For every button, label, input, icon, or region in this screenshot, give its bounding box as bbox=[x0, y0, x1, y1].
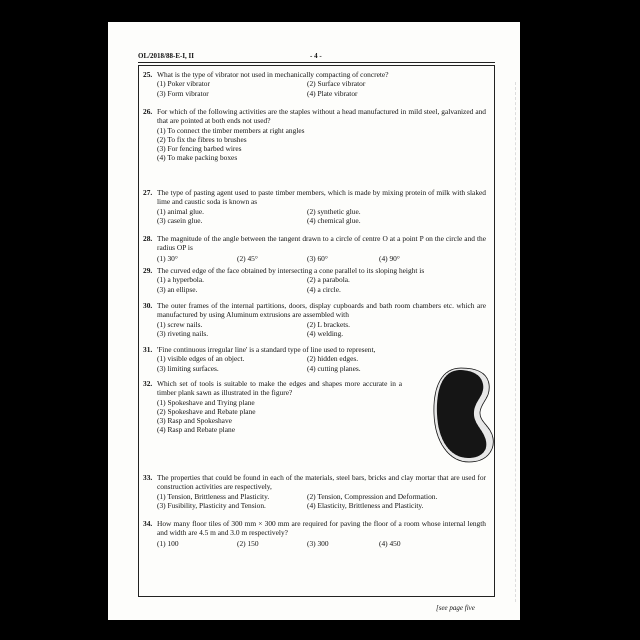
question-stem: The type of pasting agent used to paste timber members, which is made by mixing protein of milk with slaked lime and caustic soda is known as bbox=[157, 188, 486, 207]
question-number: 29. bbox=[143, 266, 153, 275]
timber-plank-figure bbox=[431, 366, 497, 464]
page-edge-line bbox=[515, 82, 516, 602]
option-1: (1) Tension, Brittleness and Plasticity. bbox=[157, 491, 270, 501]
question-stem: The curved edge of the face obtained by intersecting a cone parallel to its sloping height is bbox=[157, 266, 425, 275]
header-rule bbox=[138, 62, 495, 63]
option-4: (4) Plate vibrator bbox=[307, 88, 358, 98]
question-number: 25. bbox=[143, 70, 153, 79]
option-2: (2) To fix the fibres to brushes bbox=[157, 134, 247, 144]
question-29 bbox=[143, 266, 486, 294]
option-3: (3) Rasp and Spokeshave bbox=[157, 416, 232, 426]
option-4: (4) chemical glue. bbox=[307, 215, 361, 225]
option-4: (4) a circle. bbox=[307, 284, 341, 294]
option-1: (1) screw nails. bbox=[157, 319, 203, 329]
question-stem: How many floor tiles of 300 mm × 300 mm are required for paving the floor of a room whose internal length and width are 4.5 m and 3.0 m respectively? bbox=[157, 519, 486, 538]
question-number: 27. bbox=[143, 188, 153, 197]
option-2: (2) L brackets. bbox=[307, 319, 351, 329]
question-number: 26. bbox=[143, 107, 153, 116]
question-stem: For which of the following activities are the staples without a head manufactured in mild steel, galvanized and that are pointed at both ends not used? bbox=[157, 107, 486, 126]
option-4: (4) Rasp and Rebate plane bbox=[157, 425, 235, 435]
option-3: (3) Form vibrator bbox=[157, 88, 209, 98]
question-number: 33. bbox=[143, 473, 153, 482]
option-3: (3) limiting surfaces. bbox=[157, 363, 219, 373]
question-27 bbox=[143, 188, 486, 225]
options bbox=[157, 207, 486, 226]
question-stem: 'Fine continuous irregular line' is a standard type of line used to represent, bbox=[157, 345, 376, 354]
option-3: (3) 300 bbox=[307, 538, 329, 548]
page-number: - 4 - bbox=[310, 52, 322, 60]
option-4: (4) cutting planes. bbox=[307, 363, 361, 373]
option-1: (1) Poker vibrator bbox=[157, 79, 210, 89]
option-3: (3) Fusibility, Plasticity and Tension. bbox=[157, 500, 266, 510]
option-1: (1) 100 bbox=[157, 538, 179, 548]
questions-frame bbox=[138, 65, 495, 597]
options bbox=[157, 126, 486, 163]
option-2: (2) Tension, Compression and Deformation. bbox=[307, 491, 438, 501]
option-2: (2) a parabola. bbox=[307, 275, 350, 285]
question-number: 32. bbox=[143, 379, 153, 388]
options bbox=[157, 79, 486, 98]
option-1: (1) Spokeshave and Trying plane bbox=[157, 397, 255, 407]
paper-code: OL/2018/88-E-I, II bbox=[138, 52, 195, 60]
question-28 bbox=[143, 234, 486, 263]
question-26 bbox=[143, 107, 486, 163]
options bbox=[157, 254, 486, 263]
option-1: (1) To connect the timber members at right angles bbox=[157, 125, 305, 135]
option-3: (3) riveting nails. bbox=[157, 328, 209, 338]
question-stem: What is the type of vibrator not used in mechanically compacting of concrete? bbox=[157, 70, 389, 79]
option-1: (1) 30° bbox=[157, 253, 178, 263]
option-4: (4) Elasticity, Brittleness and Plasticity. bbox=[307, 500, 424, 510]
option-4: (4) welding. bbox=[307, 328, 344, 338]
options bbox=[157, 275, 486, 294]
option-4: (4) To make packing boxes bbox=[157, 153, 238, 163]
option-3: (3) For fencing barbed wires bbox=[157, 144, 242, 154]
option-3: (3) an ellipse. bbox=[157, 284, 198, 294]
option-2: (2) synthetic glue. bbox=[307, 206, 361, 216]
option-1: (1) animal glue. bbox=[157, 206, 204, 216]
question-30 bbox=[143, 301, 486, 338]
question-number: 28. bbox=[143, 234, 153, 243]
option-4: (4) 90° bbox=[379, 253, 400, 263]
option-2: (2) hidden edges. bbox=[307, 354, 359, 364]
options bbox=[157, 320, 486, 339]
page-footer: [see page five bbox=[436, 604, 475, 612]
option-1: (1) a hyperbola. bbox=[157, 275, 204, 285]
question-number: 31. bbox=[143, 345, 153, 354]
option-3: (3) 60° bbox=[307, 253, 328, 263]
question-33 bbox=[143, 473, 486, 510]
option-4: (4) 450 bbox=[379, 538, 401, 548]
options bbox=[157, 492, 486, 511]
option-2: (2) Surface vibrator bbox=[307, 79, 366, 89]
question-number: 30. bbox=[143, 301, 153, 310]
exam-page bbox=[108, 22, 520, 620]
option-3: (3) casein glue. bbox=[157, 215, 203, 225]
question-25 bbox=[143, 70, 486, 98]
question-number: 34. bbox=[143, 519, 153, 528]
options bbox=[157, 539, 486, 548]
question-stem: The magnitude of the angle between the tangent drawn to a circle of centre O at a point P on the circle and the radius OP is bbox=[157, 234, 486, 253]
option-2: (2) 150 bbox=[237, 538, 259, 548]
option-2: (2) 45° bbox=[237, 253, 258, 263]
option-2: (2) Spokeshave and Rebate plane bbox=[157, 406, 256, 416]
question-stem: The properties that could be found in each of the materials, steel bars, bricks and clay mortar that are used for construction activities are respectively, bbox=[157, 473, 486, 492]
question-34 bbox=[143, 519, 486, 548]
question-stem: The outer frames of the internal partitions, doors, display cupboards and bath room chambers etc. which are manufactured by using Aluminum extrusions are assembled with bbox=[157, 301, 486, 320]
option-1: (1) visible edges of an object. bbox=[157, 354, 245, 364]
question-stem: Which set of tools is suitable to make the edges and shapes more accurate in a timber plank sawn as illustrated in the figure? bbox=[157, 379, 402, 398]
